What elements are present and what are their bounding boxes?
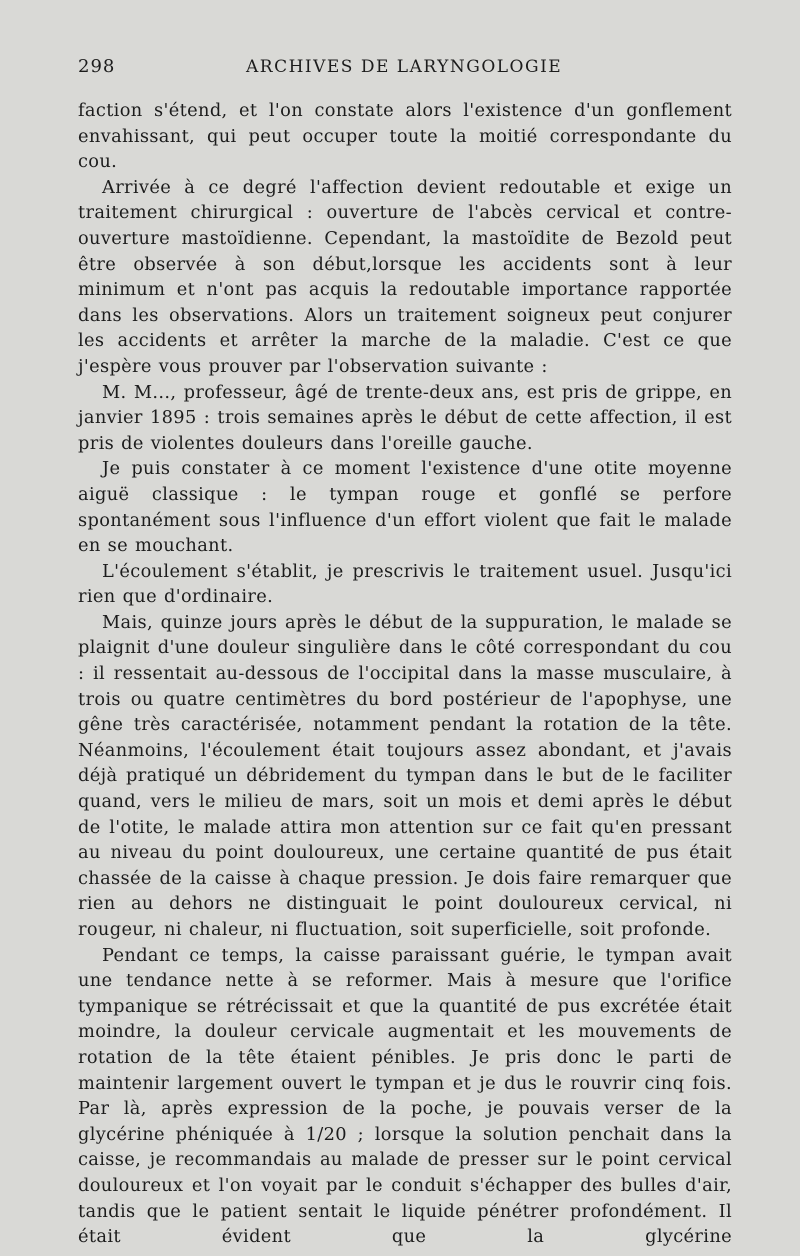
paragraph: faction s'étend, et l'on constate alors l'existence d'un gonflement envahissant, qui peut occuper toute la moitié correspondante du cou. <box>78 100 732 173</box>
paragraph: M. M..., professeur, âgé de trente-deux ans, est pris de grippe, en janvier 1895 : trois semaines après le début de cette affection, il est pris de violentes douleurs dans l'oreille gauche. <box>78 381 732 454</box>
paragraph: Mais, quinze jours après le début de la suppuration, le malade se plaignit d'une douleur singulière dans le côté correspondant du cou : il ressentait au-dessous de l'occipital dans la masse musculaire, à trois ou quatre centimètres du bord postérieur de l'apophyse, une gêne très caractérisée, notamment pendant la rotation de la tête. Néanmoins, l'écoulement était toujours assez abondant, et j'avais déjà pratiqué un débridement du tympan dans le but de le faciliter quand, vers le milieu de mars, soit un mois et demi après le début de l'otite, le malade attira mon attention sur ce fait qu'en pressant au niveau du point douloureux, une certaine quantité de pus était chassée de la caisse à chaque pression. Je dois faire remarquer que rien au dehors ne distinguait le point douloureux cervical, ni rougeur, ni chaleur, ni fluctuation, soit superficielle, soit profonde. <box>78 611 732 940</box>
paragraph: Je puis constater à ce moment l'existence d'une otite moyenne aiguë classique : le tympan rouge et gonflé se perfore spontanément sous l'influence d'un effort violent que fait le malade en se mouchant. <box>78 458 732 557</box>
page-number: 298 <box>78 56 116 77</box>
page-header <box>78 56 730 82</box>
paragraph: L'écoulement s'établit, je prescrivis le traitement usuel. Jusqu'ici rien que d'ordinaire. <box>78 560 732 608</box>
paragraph: Arrivée à ce degré l'affection devient redoutable et exige un traitement chirurgical : ouverture de l'abcès cervical et contre-ouverture mastoïdienne. Cependant, la mastoïdite de Bezold peut être observée à son début,lorsque les accidents sont à leur minimum et n'ont pas acquis la redoutable importance rapportée dans les observations. Alors un traitement soigneux peut conjurer les accidents et arrêter la marche de la maladie. C'est ce que j'espère vous prouver par l'observation suivante : <box>78 176 732 377</box>
paragraph: Pendant ce temps, la caisse paraissant guérie, le tympan avait une tendance nette à se reformer. Mais à mesure que l'orifice tympanique se rétrécissait et que la quantité de pus excrétée était moindre, la douleur cervicale augmentait et les mouvements de rotation de la tête étaient pénibles. Je pris donc le parti de maintenir largement ouvert le tympan et je dus le rouvrir cinq fois. Par là, après expression de la poche, je pouvais verser de la glycérine phéniquée à 1/20 ; lorsque la solution penchait dans la caisse, je recommandais au malade de presser sur le point cervical douloureux et l'on voyait par le conduit s'échapper des bulles d'air, tandis que le patient sentait le liquide pénétrer profondément. Il était évident que la glycérine <box>78 944 732 1248</box>
running-title: ARCHIVES DE LARYNGOLOGIE <box>246 57 563 77</box>
body-text <box>78 98 732 1250</box>
